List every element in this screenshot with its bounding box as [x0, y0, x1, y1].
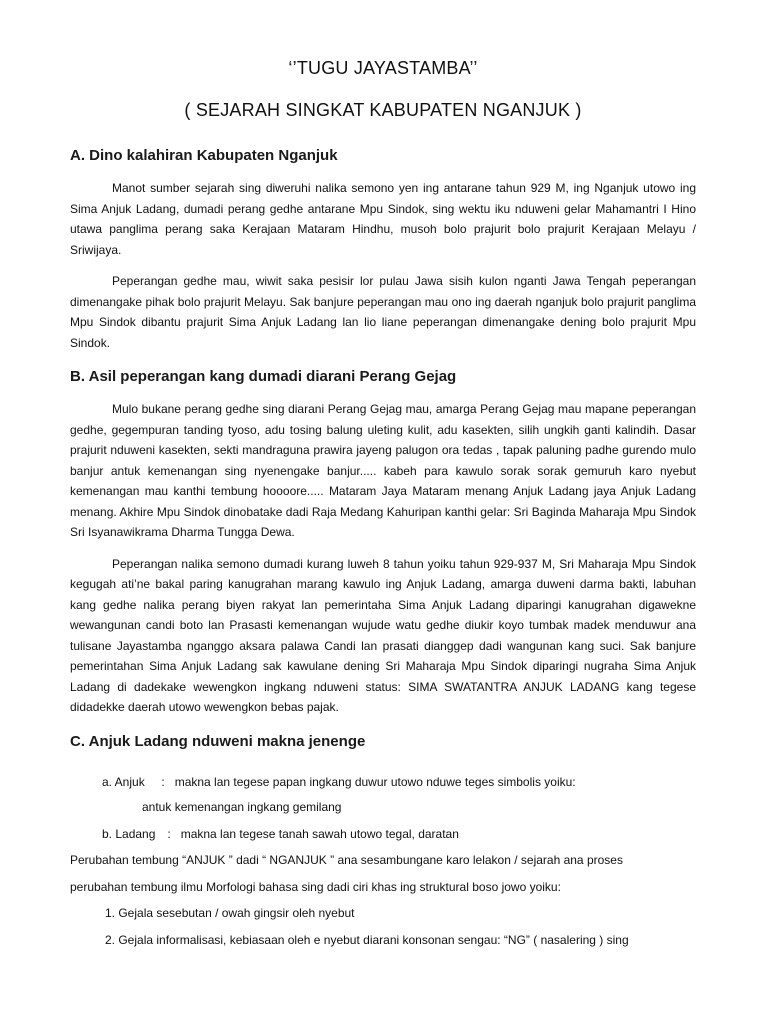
- definition-ladang: [70, 824, 696, 845]
- document-page: [70, 56, 696, 950]
- document-title: ‘’TUGU JAYASTAMBA’’: [288, 58, 478, 78]
- document-subtitle: ( SEJARAH SINGKAT KABUPATEN NGANJUK ): [184, 100, 582, 120]
- definition-term: b. Ladang: [102, 826, 156, 841]
- closing-line: Perubahan tembung “ANJUK ” dadi “ NGANJUK ” ana sesambungane karo lelakon / sejarah ana proses: [70, 853, 623, 867]
- paragraph: Mulo bukane perang gedhe sing diarani Perang Gejag mau, amarga Perang Gejag mau mapane peperangan gedhe, gegempuran tanding tyoso, adu tosing balung uleting kulit, adu kasekten, silih ungkih ganti kalindih. Dasar prajurit nduweni kasekten, sekti mandraguna prawira jayeng palugon ora tedas , tapak paluning padhe gurendo mulo banjur antuk kemenangan sing nyenengake banjur..... kabeh para kawulo sorak sorak gemuruh karo nyebut kemenangan mau kanthi tembung hoooore..... Mataram Jaya Mataram menang Anjuk Ladang jaya Anjuk Ladang menang. Akhire Mpu Sindok dinobatake dadi Raja Medang Kahuripan kanthi gelar: Sri Baginda Maharaja Mpu Sindok Sri Isyanawikrama Dharma Tungga Dewa.: [70, 402, 696, 539]
- paragraph: Manot sumber sejarah sing diweruhi nalika semono yen ing antarane tahun 929 M, ing Nganjuk utowo ing Sima Anjuk Ladang, dumadi perang gedhe antarane Mpu Sindok, sing wektu iku nduweni gelar Mahamantri I Hino utawa panglima perang saka Kerajaan Mataram Hindhu, musoh bolo prajurit bolo prajurit Kerajaan Melayu / Sriwijaya.: [70, 181, 696, 257]
- definition-text: makna lan tegese tanah sawah utowo tegal, daratan: [180, 826, 459, 841]
- closing-line: perubahan tembung ilmu Morfologi bahasa sing dadi ciri khas ing struktural boso jowo yoiku:: [70, 879, 561, 894]
- definition-term: a. Anjuk: [102, 774, 145, 789]
- definition-separator: :: [167, 826, 171, 841]
- section-heading-c: C. Anjuk Ladang nduweni makna jenenge: [70, 732, 366, 750]
- definition-separator: :: [161, 774, 165, 789]
- section-heading-b: B. Asil peperangan kang dumadi diarani Perang Gejag: [70, 368, 457, 385]
- section-heading-a: A. Dino kalahiran Kabupaten Nganjuk: [70, 147, 338, 164]
- list-item: 2. Gejala informalisasi, kebiasaan oleh e nyebut diarani konsonan sengau: “NG” ( nasalering ) sing: [105, 932, 629, 947]
- definition-anjuk-continuation: antuk kemenangan ingkang gemilang: [142, 800, 342, 814]
- definition-text: makna lan tegese papan ingkang duwur utowo nduwe teges simbolis yoiku:: [174, 774, 576, 789]
- definition-anjuk: [70, 772, 696, 793]
- paragraph: Peperangan nalika semono dumadi kurang luweh 8 tahun yoiku tahun 929-937 M, Sri Maharaja Mpu Sindok kegugah ati’ne bakal paring kanugrahan marang kawulo ing Anjuk Ladang, amarga duweni darma bakti, labuhan kang gedhe nalika perang biyen rakyat lan pemerintaha Sima Anjuk Ladang diparingi kanugrahan digawekne wewangunan candi boto lan Prasasti kemenangan wujude watu gedhe diukir koyo tumbak madek menduwur ana tulisane Jayastamba nganggo aksara palawa Candi lan prasati dianggep dadi wangunan kang suci. Sak banjure pemerintahan Sima Anjuk Ladang sak kawulane dening Sri Maharaja Mpu Sindok diparingi nugraha Sima Anjuk Ladang di dadekake wewengkon ingkang nduweni status: SIMA SWATANTRA ANJUK LADANG kang tegese didadekke daerah utowo wewengkon bebas pajak.: [70, 556, 696, 714]
- list-item: 1. Gejala sesebutan / owah gingsir oleh nyebut: [105, 906, 355, 920]
- paragraph: Peperangan gedhe mau, wiwit saka pesisir lor pulau Jawa sisih kulon nganti Jawa Tengah peperangan dimenangake pihak bolo prajurit Melayu. Sak banjure peperangan mau ono ing daerah nganjuk bolo prajurit panglima Mpu Sindok dibantu prajurit Sima Anjuk Ladang lan lio liane peperangan dimenangake dening bolo prajurit Mpu Sindok.: [70, 274, 696, 350]
